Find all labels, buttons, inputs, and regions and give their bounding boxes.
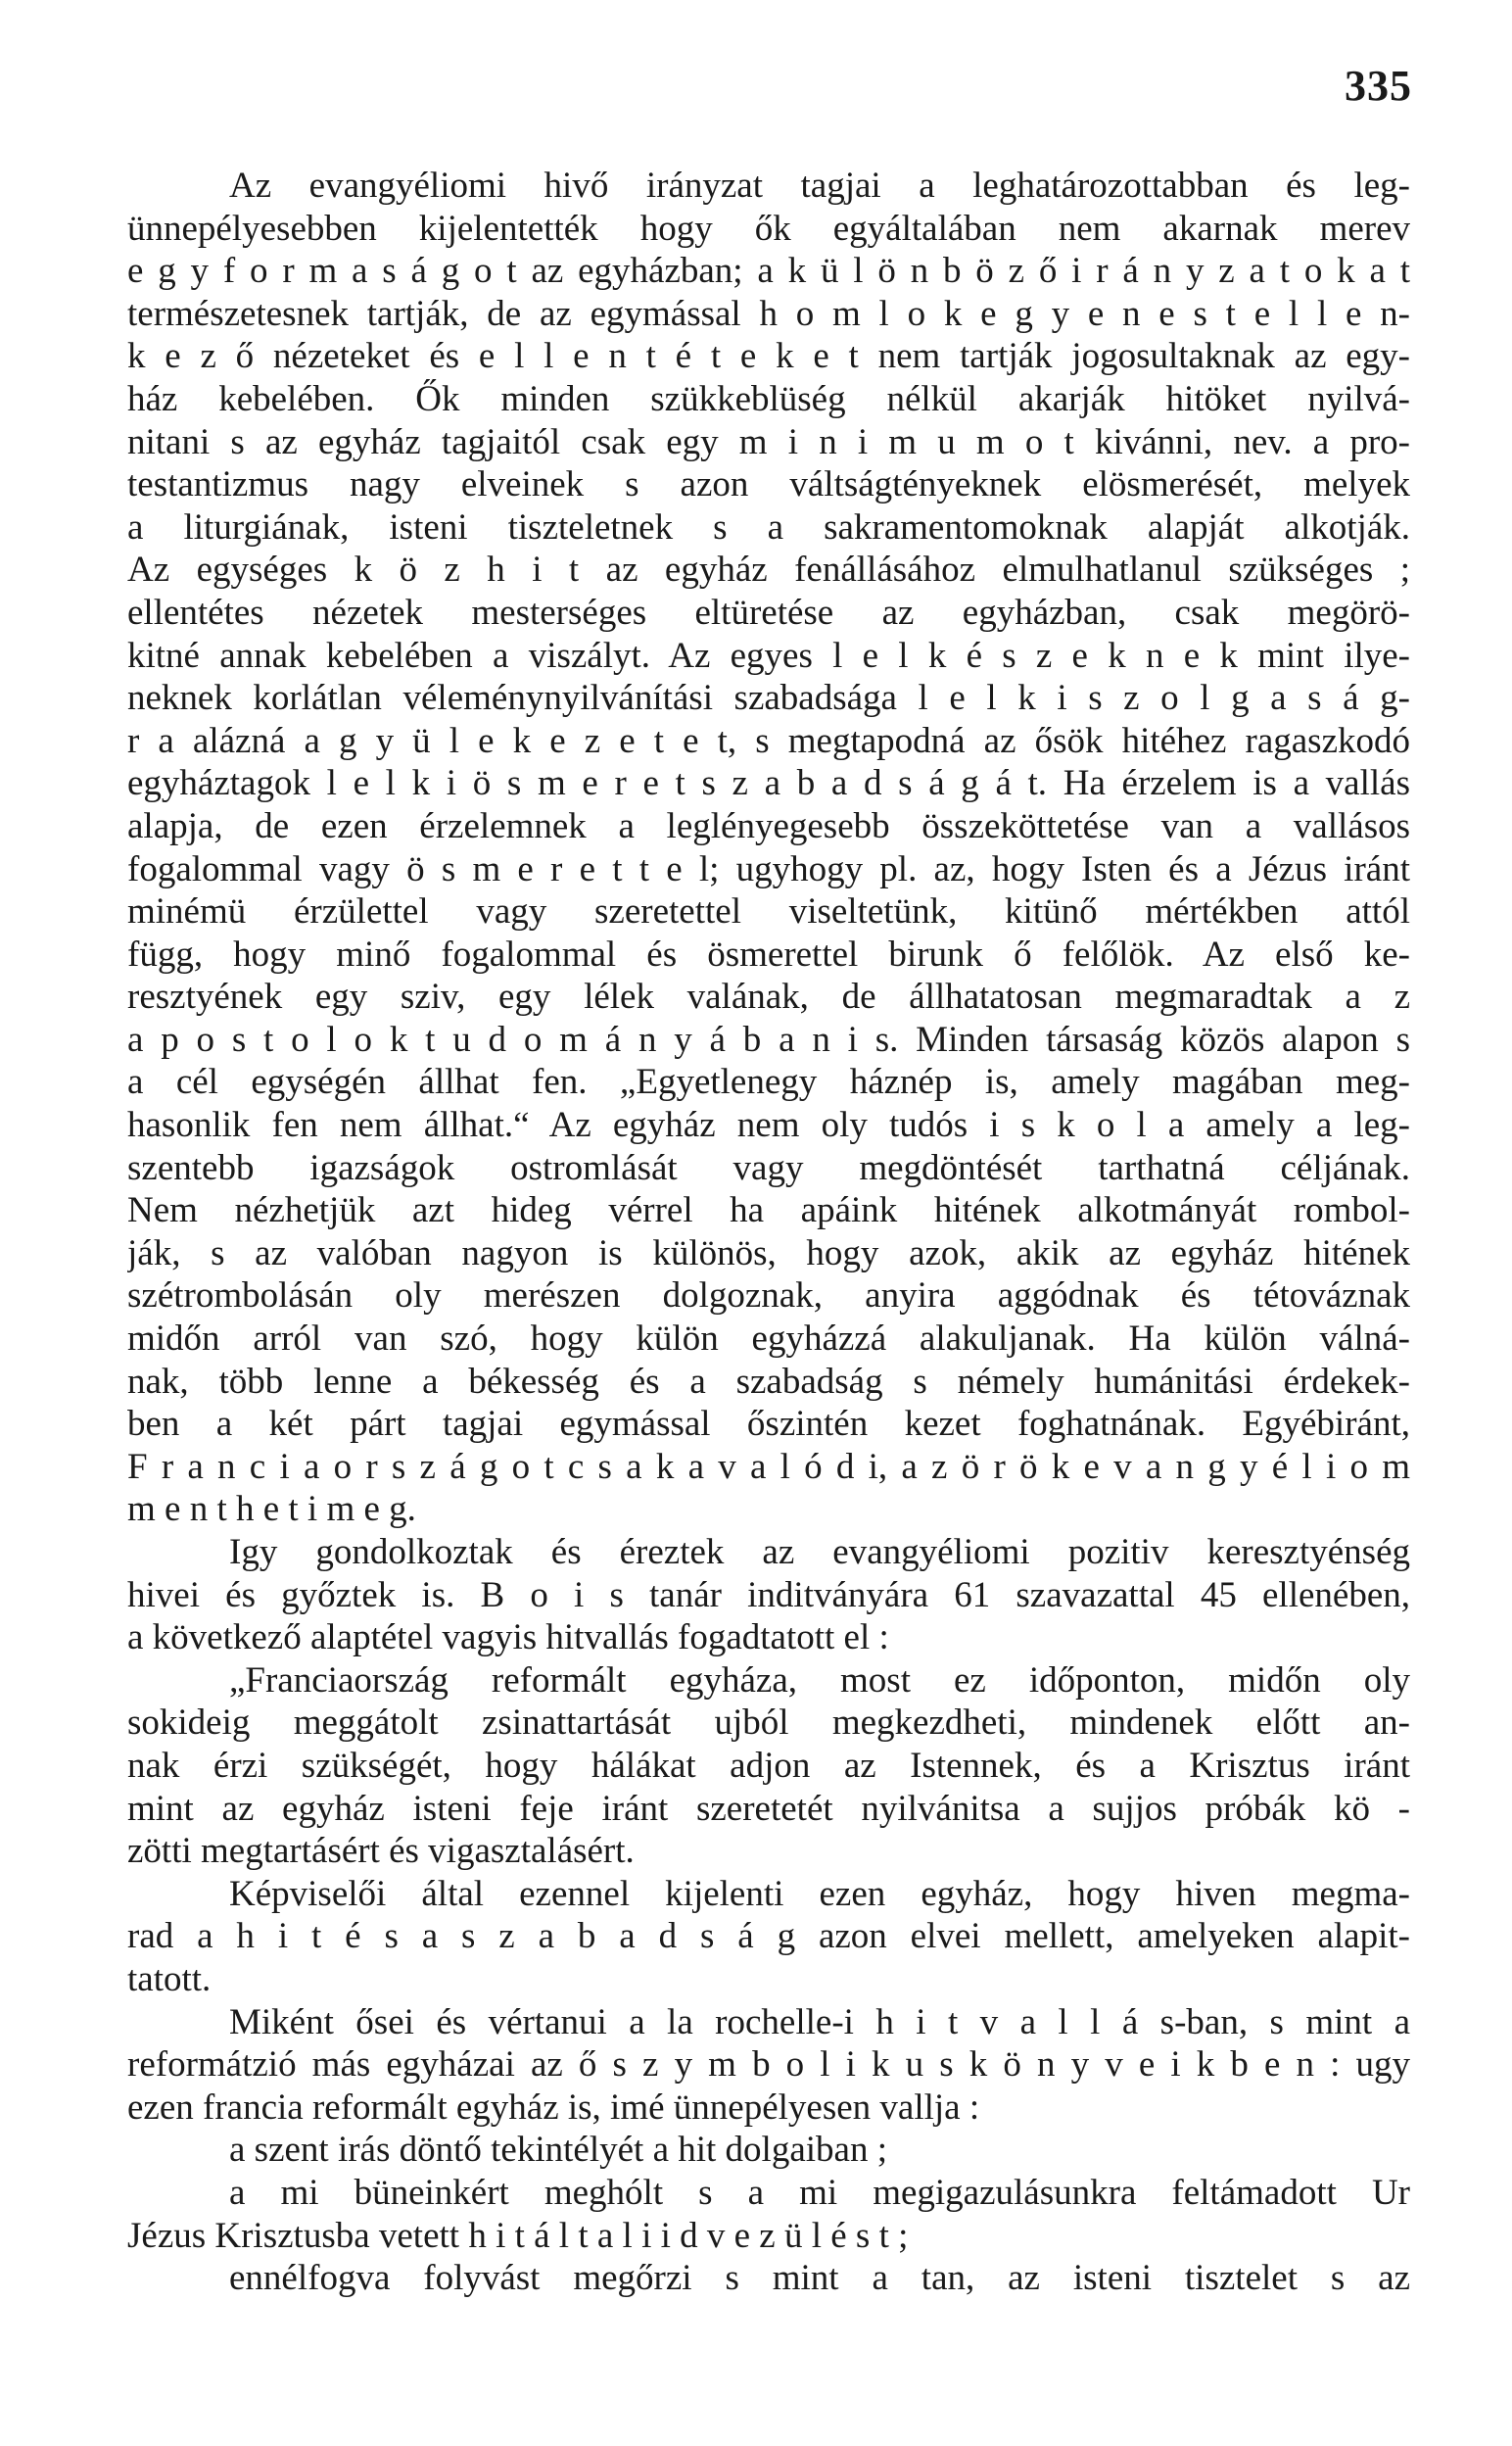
- text-line: nak, több lenne a békesség és a szabadság s némely humánitási érdekek-: [127, 1361, 1410, 1402]
- text-line: ben a két párt tagjai egymással őszintén kezet foghatnának. Egyébiránt,: [127, 1404, 1410, 1445]
- text-line: „Franciaország reformált egyháza, most ez időponton, midőn oly: [229, 1659, 1410, 1701]
- text-line: egyháztagok l e l k i ö s m e r e t s z a b a d s á g á t. Ha érzelem is a vallás: [127, 763, 1410, 804]
- text-line: fogalommal vagy ö s m e r e t t e l; ugyhogy pl. az, hogy Isten és a Jézus iránt: [127, 848, 1410, 889]
- text-line: ják, s az valóban nagyon is különös, hogy azok, akik az egyház hitének: [127, 1232, 1410, 1273]
- text-line: függ, hogy minő fogalommal és ösmerettel birunk ő felőlök. Az első ke-: [127, 934, 1410, 975]
- text-line: Nem nézhetjük azt hideg vérrel ha apáink hitének alkotmányát rombol-: [127, 1190, 1410, 1231]
- text-line: természetesnek tartják, de az egymással h o m l o k e g y e n e s t e l l e n-: [127, 293, 1410, 334]
- text-line: a p o s t o l o k t u d o m á n y á b a n i s. Minden társaság közös alapon s: [127, 1019, 1410, 1060]
- text-line: nak érzi szükségét, hogy hálákat adjon az Istennek, és a Krisztus iránt: [127, 1745, 1410, 1786]
- text-line: ennélfogva folyvást megőrzi s mint a tan, az isteni tisztelet s az: [229, 2258, 1410, 2299]
- text-line: m e n t h e t i m e g.: [127, 1489, 416, 1530]
- text-line: neknek korlátlan véleménynyilvánítási szabadsága l e l k i s z o l g a s á g-: [127, 678, 1410, 719]
- text-line: Az egységes k ö z h i t az egyház fenállásához elmulhatlanul szükséges ;: [127, 550, 1410, 591]
- text-line: a következő alaptétel vagyis hitvallás fogadtatott el :: [127, 1617, 889, 1658]
- text-line: Igy gondolkoztak és éreztek az evangyéliomi pozitiv keresztyénség: [229, 1532, 1410, 1572]
- text-line: szétrombolásán oly merészen dolgoznak, anyira aggódnak és tétováznak: [127, 1275, 1410, 1317]
- text-line: a mi büneinkért meghólt s a mi megigazulásunkra feltámadott Ur: [229, 2172, 1410, 2213]
- text-line: hasonlik fen nem állhat.“ Az egyház nem oly tudós i s k o l a amely a leg-: [127, 1105, 1410, 1146]
- text-line: minémü érzülettel vagy szeretettel viseltetünk, kitünő mértékben attól: [127, 891, 1410, 933]
- text-line: Az evangyéliomi hivő irányzat tagjai a leghatározottabban és leg-: [229, 166, 1410, 206]
- text-line: a cél egységén állhat fen. „Egyetlenegy háznép is, amely magában meg-: [127, 1062, 1410, 1103]
- text-line: r a alázná a g y ü l e k e z e t e t, s megtapodná az ősök hitéhez ragaszkodó: [127, 720, 1410, 761]
- text-line: zötti megtartásért és vigasztalásért.: [127, 1831, 635, 1872]
- text-line: ellentétes nézetek mesterséges eltüretése az egyházban, csak megörö-: [127, 592, 1410, 633]
- text-line: F r a n c i a o r s z á g o t c s a k a v a l ó d i, a z ö r ö k e v a n g y é l i o m: [127, 1446, 1410, 1487]
- text-line: a liturgiának, isteni tiszteletnek s a sakramentomoknak alapját alkotják.: [127, 506, 1410, 548]
- text-line: kitné annak kebelében a viszályt. Az egyes l e l k é s z e k n e k mint ilye-: [127, 635, 1410, 676]
- text-line: midőn arról van szó, hogy külön egyházzá alakuljanak. Ha külön válná-: [127, 1319, 1410, 1360]
- text-line: hivei és győztek is. B o i s tanár inditványára 61 szavazattal 45 ellenében,: [127, 1574, 1410, 1615]
- text-line: resztyének egy sziv, egy lélek valának, de állhatatosan megmaradtak a z: [127, 977, 1410, 1018]
- text-line: sokideig meggátolt zsinattartását ujból megkezdheti, mindenek előtt an-: [127, 1703, 1410, 1744]
- text-line: Jézus Krisztusba vetett h i t á l t a l i i d v e z ü l é s t ;: [127, 2215, 909, 2256]
- text-line: ezen francia reformált egyház is, imé ünnepélyesen vallja :: [127, 2086, 980, 2128]
- text-line: testantizmus nagy elveinek s azon váltságtényeknek elösmerését, melyek: [127, 464, 1410, 505]
- text-line: Miként ősei és vértanui a la rochelle-i h i t v a l l á s-ban, s mint a: [229, 2001, 1410, 2042]
- page-number: 335: [1345, 62, 1412, 110]
- text-line: k e z ő nézeteket és e l l e n t é t e k e t nem tartják jogosultaknak az egy-: [127, 336, 1410, 377]
- body-text: [127, 165, 1410, 2300]
- text-line: Képviselői által ezennel kijelenti ezen egyház, hogy hiven megma-: [229, 1873, 1410, 1914]
- text-line: a szent irás döntő tekintélyét a hit dolgaiban ;: [229, 2130, 887, 2171]
- text-line: nitani s az egyház tagjaitól csak egy m i n i m u m o t kivánni, nev. a pro-: [127, 421, 1410, 462]
- text-line: reformátzió más egyházai az ő s z y m b o l i k u s k ö n y v e i k b e n : ugy: [127, 2044, 1410, 2086]
- text-line: rad a h i t é s a s z a b a d s á g azon elvei mellett, amelyeken alapit-: [127, 1916, 1410, 1957]
- text-line: mint az egyház isteni feje iránt szeretetét nyilvánitsa a sujjos próbák kö -: [127, 1788, 1410, 1829]
- text-line: ház kebelében. Ők minden szükkeblüség nélkül akarják hitöket nyilvá-: [127, 378, 1410, 419]
- text-line: e g y f o r m a s á g o t az egyházban; a k ü l ö n b ö z ő i r á n y z a t o k a t: [127, 251, 1410, 292]
- text-line: szentebb igazságok ostromlását vagy megdöntését tarthatná céljának.: [127, 1147, 1410, 1188]
- text-line: tatott.: [127, 1958, 212, 1999]
- text-line: alapja, de ezen érzelemnek a leglényegesebb összeköttetése van a vallásos: [127, 805, 1410, 846]
- text-line: ünnepélyesebben kijelentették hogy ők egyáltalában nem akarnak merev: [127, 208, 1410, 249]
